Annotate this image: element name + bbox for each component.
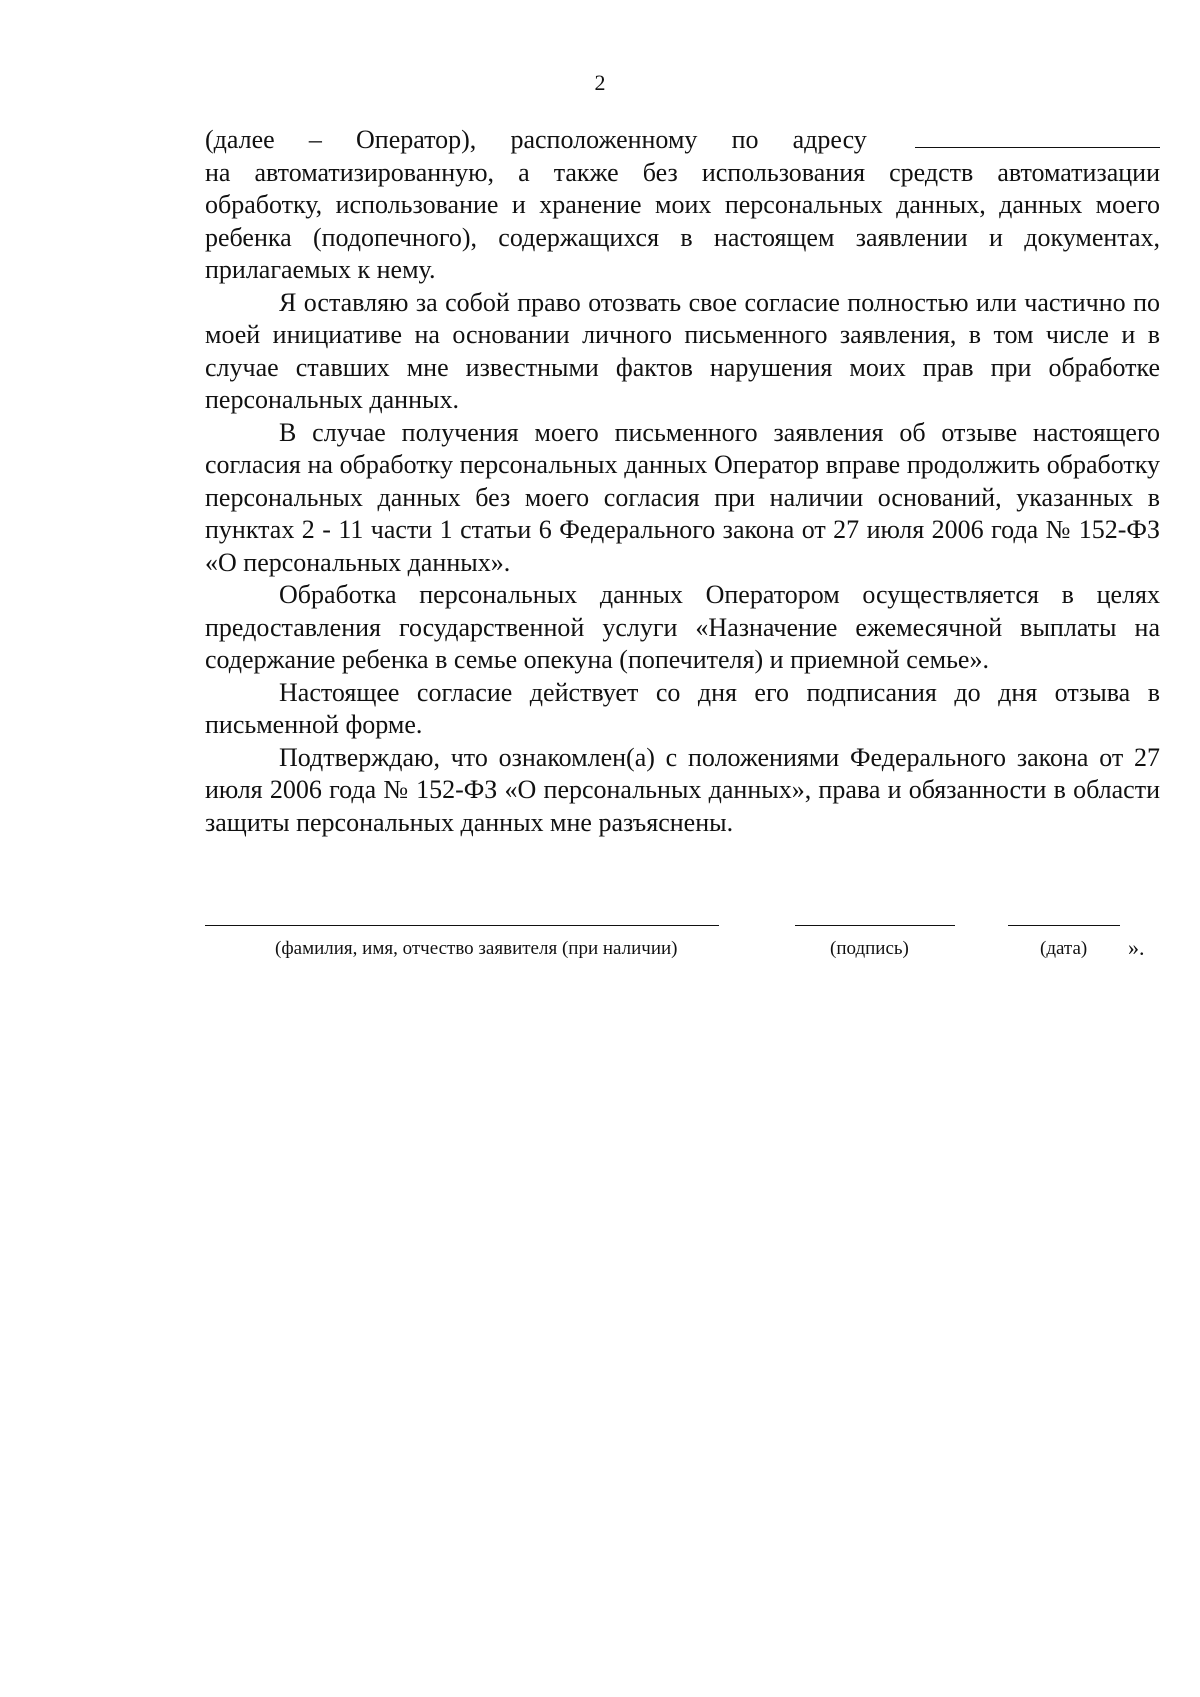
intro-word: –: [308, 125, 322, 154]
name-caption: (фамилия, имя, отчество заявителя (при наличии): [275, 938, 678, 959]
intro-word: адресу: [792, 125, 867, 154]
paragraph-validity: Настоящее согласие действует со дня его подписания до дня отзыва в письменной форме.: [205, 677, 1160, 739]
paragraph-processing-purpose: Обработка персональных данных Оператором осуществляется в целях предоставления государственной услуги «Назначение ежемесячной выплаты на содержание ребенка в семье опекуна (попечителя) и приемной семье».: [205, 580, 1160, 674]
date-line: [1008, 925, 1120, 926]
closing-quote: ».: [1128, 935, 1145, 960]
intro-word: по: [731, 125, 759, 154]
signature-caption: (подпись): [830, 938, 909, 959]
paragraph-revocation-effect: В случае получения моего письменного заявления об отзыве настоящего согласия на обработку персональных данных Оператор вправе продолжить обработку персональных данных без моего согласия при наличии оснований, указанных в пунктах 2 - 11 части 1 статьи 6 Федерального закона от 27 июля 2006 года № 152-ФЗ «О персональных данных».: [205, 417, 1160, 577]
intro-word: Оператор),: [356, 125, 477, 154]
intro-paragraph: на автоматизированную, а также без использования средств автоматизации обработку, использование и хранение моих персональных данных, данных моего ребенка (подопечного), содержащихся в настоящем заявлении и документах, прилагаемых к нему.: [205, 157, 1160, 284]
intro-word: расположенному: [510, 125, 698, 154]
address-blank-line: [915, 125, 1160, 148]
intro-word: (далее: [205, 125, 275, 154]
intro-first-line: [205, 124, 1160, 157]
document-body: [205, 124, 1160, 839]
page-number: 2: [594, 70, 606, 95]
name-signature-line: [205, 925, 719, 926]
date-caption: (дата): [1040, 938, 1088, 959]
signature-line: [795, 925, 955, 926]
paragraph-revocation-right: Я оставляю за собой право отозвать свое согласие полностью или частично по моей инициативе на основании личного письменного заявления, в том числе и в случае ставших мне известными фактов нарушения моих прав при обработке персональных данных.: [205, 287, 1160, 414]
paragraph-confirmation: Подтверждаю, что ознакомлен(а) с положениями Федерального закона от 27 июля 2006 года № 152-ФЗ «О персональных данных», права и обязанности в области защиты персональных данных мне разъяснены.: [205, 742, 1160, 837]
